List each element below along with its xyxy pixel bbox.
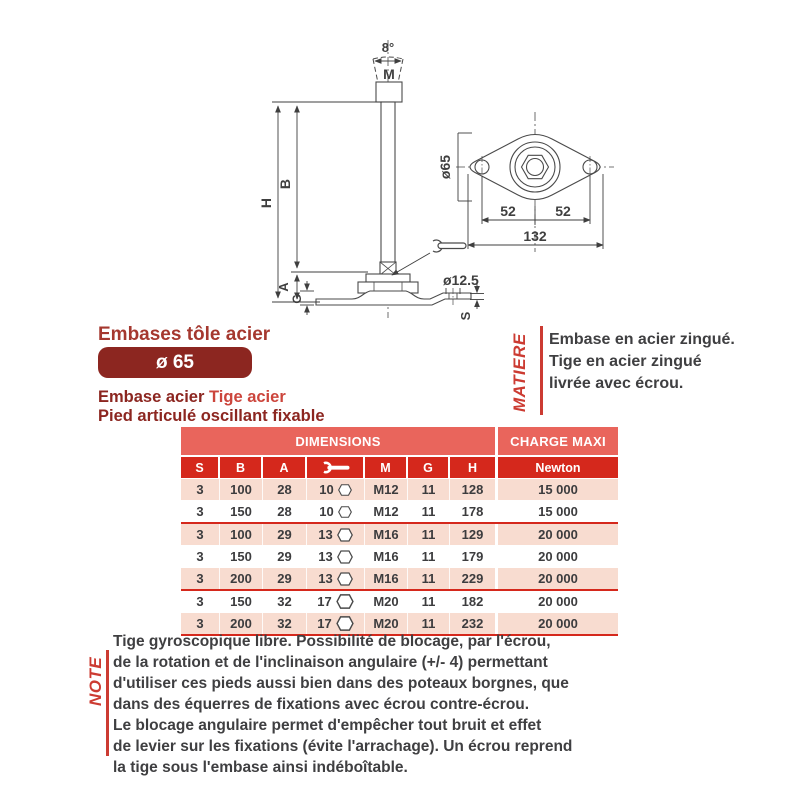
wrench-icon (318, 461, 352, 474)
col-header-g: G (408, 457, 450, 478)
matiere-divider (540, 326, 543, 415)
dim-A: A (276, 282, 291, 292)
dim-base-diameter: ø65 (437, 154, 453, 180)
table-row: 3 150 32 17 M20 11 182 20 000 (181, 589, 618, 612)
dim-S: S (458, 311, 473, 321)
hex-nut-icon (337, 550, 353, 564)
note-divider (106, 650, 109, 756)
product-subtitle (98, 388, 325, 426)
col-header-a: A (263, 457, 307, 478)
table-column-header (181, 457, 618, 478)
subtitle-rod: Tige acier (209, 388, 286, 406)
dim-angle: 8° (381, 40, 395, 55)
rod-head (376, 82, 402, 102)
dim-G: G (290, 294, 304, 304)
dimensions-table (181, 427, 618, 636)
nut-upper (366, 274, 410, 282)
hex-nut-icon (336, 616, 354, 631)
diameter-badge: ø 65 (98, 347, 252, 378)
subtitle-base: Embase acier (98, 388, 205, 406)
table-row: 3 200 32 17 M20 11 232 20 000 (181, 612, 618, 634)
table-group-header (181, 427, 618, 455)
dim-pitch-left: 52 (500, 203, 516, 219)
note-text: Tige gyroscopique libre. Possibilité de blocage, par l'écrou, de la rotation et de l'inclinaison angulaire (+/- 4) permettant d'utiliser ces pieds aussi bien dans des poteaux borgnes, que dans des équerres de fixations avec écrou contre-écrou. Le blocage angulaire permet d'empêcher tout bruit et effet de levier sur les fixations (évite l'arrachage). Un écrou reprend la tige sous l'embase ainsi indéboîtable. (113, 633, 573, 776)
matiere-text: Embase en acier zingué. Tige en acier zingué livrée avec écrou. (549, 331, 735, 392)
table-row: 3 150 28 10 M12 11 178 15 000 (181, 500, 618, 522)
dim-thread: M (383, 66, 395, 82)
table-row: 3 150 29 13 M16 11 179 20 000 (181, 545, 618, 567)
table-row: 3 200 29 13 M16 11 229 20 000 (181, 567, 618, 589)
table-row: 3 100 29 13 M16 11 129 20 000 (181, 522, 618, 545)
dimensions-group-header: DIMENSIONS (295, 433, 381, 449)
hex-nut-icon (338, 484, 352, 496)
dim-B: B (277, 178, 293, 190)
hex-nut-icon (337, 572, 353, 586)
dim-H: H (258, 197, 274, 209)
col-header-b: B (220, 457, 263, 478)
base-plate (316, 291, 471, 305)
col-header-m: M (365, 457, 408, 478)
col-header-h: H (467, 460, 478, 475)
charge-group-header: CHARGE MAXI (510, 433, 606, 449)
family-title: Embases tôle acier (98, 324, 271, 345)
dim-hole-diameter: ø12.5 (443, 272, 479, 288)
note-heading: NOTE (86, 656, 105, 706)
hex-nut-icon (337, 528, 353, 542)
wrench-icon (433, 240, 466, 252)
subtitle-product: Pied articulé oscillant fixable (98, 407, 325, 425)
dim-pitch-right: 52 (555, 203, 571, 219)
hex-nut-icon (338, 506, 352, 518)
col-header-s: S (181, 457, 220, 478)
col-header-newton: Newton (535, 460, 581, 475)
col-header-wrench (307, 457, 365, 478)
matiere-heading: MATIERE (510, 333, 529, 412)
dim-overall-width: 132 (523, 228, 547, 244)
rod-body (381, 102, 395, 264)
hex-nut-icon (336, 594, 354, 609)
table-row: 3 100 28 10 M12 11 128 15 000 (181, 478, 618, 500)
technical-drawing (0, 0, 800, 340)
